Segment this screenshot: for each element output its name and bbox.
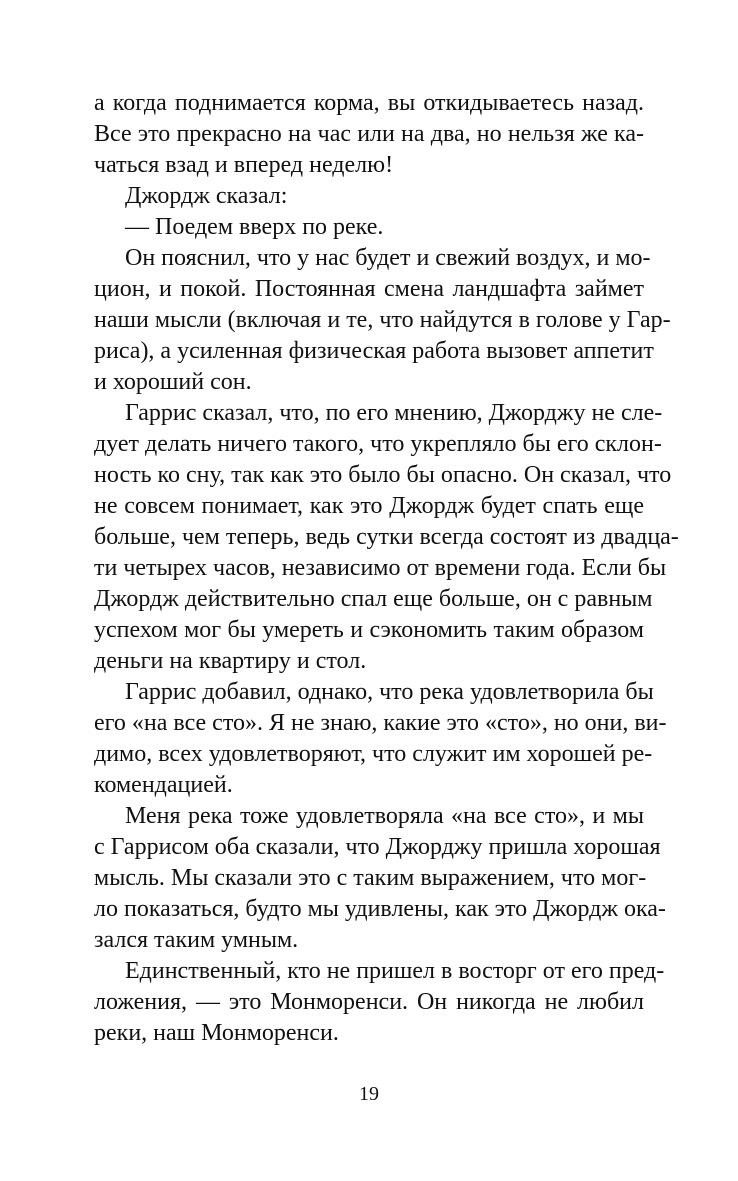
text-line: димо, всех удовлетворяют, что служит им хорошей ре- (94, 741, 653, 767)
text-line: его «на все сто». Я не знаю, какие это «сто», но они, ви- (94, 710, 667, 736)
text-line: ло показаться, будто мы удивлены, как это Джордж ока- (94, 896, 666, 922)
text-line: ти четырех часов, независимо от времени года. Если бы (94, 555, 667, 581)
text-line: реки, наш Монморенси. (94, 1020, 339, 1046)
text-line: Джордж действительно спал еще больше, он с равным (94, 586, 653, 612)
text-line: ность ко сну, так как это было бы опасно. Он сказал, что (94, 462, 672, 488)
text-line: комендацией. (94, 772, 233, 798)
page-number: 19 (359, 1083, 379, 1105)
text-line: Гаррис добавил, однако, что река удовлетворила бы (125, 679, 654, 705)
text-line: Он пояснил, что у нас будет и свежий воздух, и мо- (125, 245, 651, 271)
text-line: Джордж сказал: (125, 183, 288, 209)
text-line: Меня река тоже удовлетворяла «на все сто», и мы (125, 803, 644, 829)
text-line: а когда поднимается корма, вы откидываетесь назад. (94, 90, 644, 116)
text-line: чаться взад и вперед неделю! (94, 152, 394, 178)
text-line: с Гаррисом оба сказали, что Джорджу пришла хорошая (94, 834, 661, 860)
text-line: цион, и покой. Постоянная смена ландшафта займет (94, 276, 644, 302)
text-line: деньги на квартиру и стол. (94, 648, 367, 674)
text-line: — Поедем вверх по реке. (125, 214, 384, 240)
text-line: больше, чем теперь, ведь сутки всегда состоят из двадца- (94, 524, 679, 550)
text-line: риса), а усиленная физическая работа вызовет аппетит (94, 338, 654, 364)
text-line: Гаррис сказал, что, по его мнению, Джорджу не сле- (125, 400, 663, 426)
text-line: Все это прекрасно на час или на два, но нельзя же ка- (94, 121, 644, 147)
text-line: успехом мог бы умереть и сэкономить таким образом (94, 617, 644, 643)
text-line: Единственный, кто не пришел в восторг от его пред- (125, 958, 665, 984)
text-line: не совсем понимает, как это Джордж будет спать еще (94, 493, 644, 519)
text-line: и хороший сон. (94, 369, 252, 395)
text-line: наши мысли (включая и те, что найдутся в голове у Гар- (94, 307, 671, 333)
text-line: ложения, — это Монморенси. Он никогда не любил (94, 989, 644, 1015)
text-line: зался таким умным. (94, 927, 299, 953)
text-line: мысль. Мы сказали это с таким выражением, что мог- (94, 865, 647, 891)
text-line: дует делать ничего такого, что укрепляло бы его склон- (94, 431, 662, 457)
